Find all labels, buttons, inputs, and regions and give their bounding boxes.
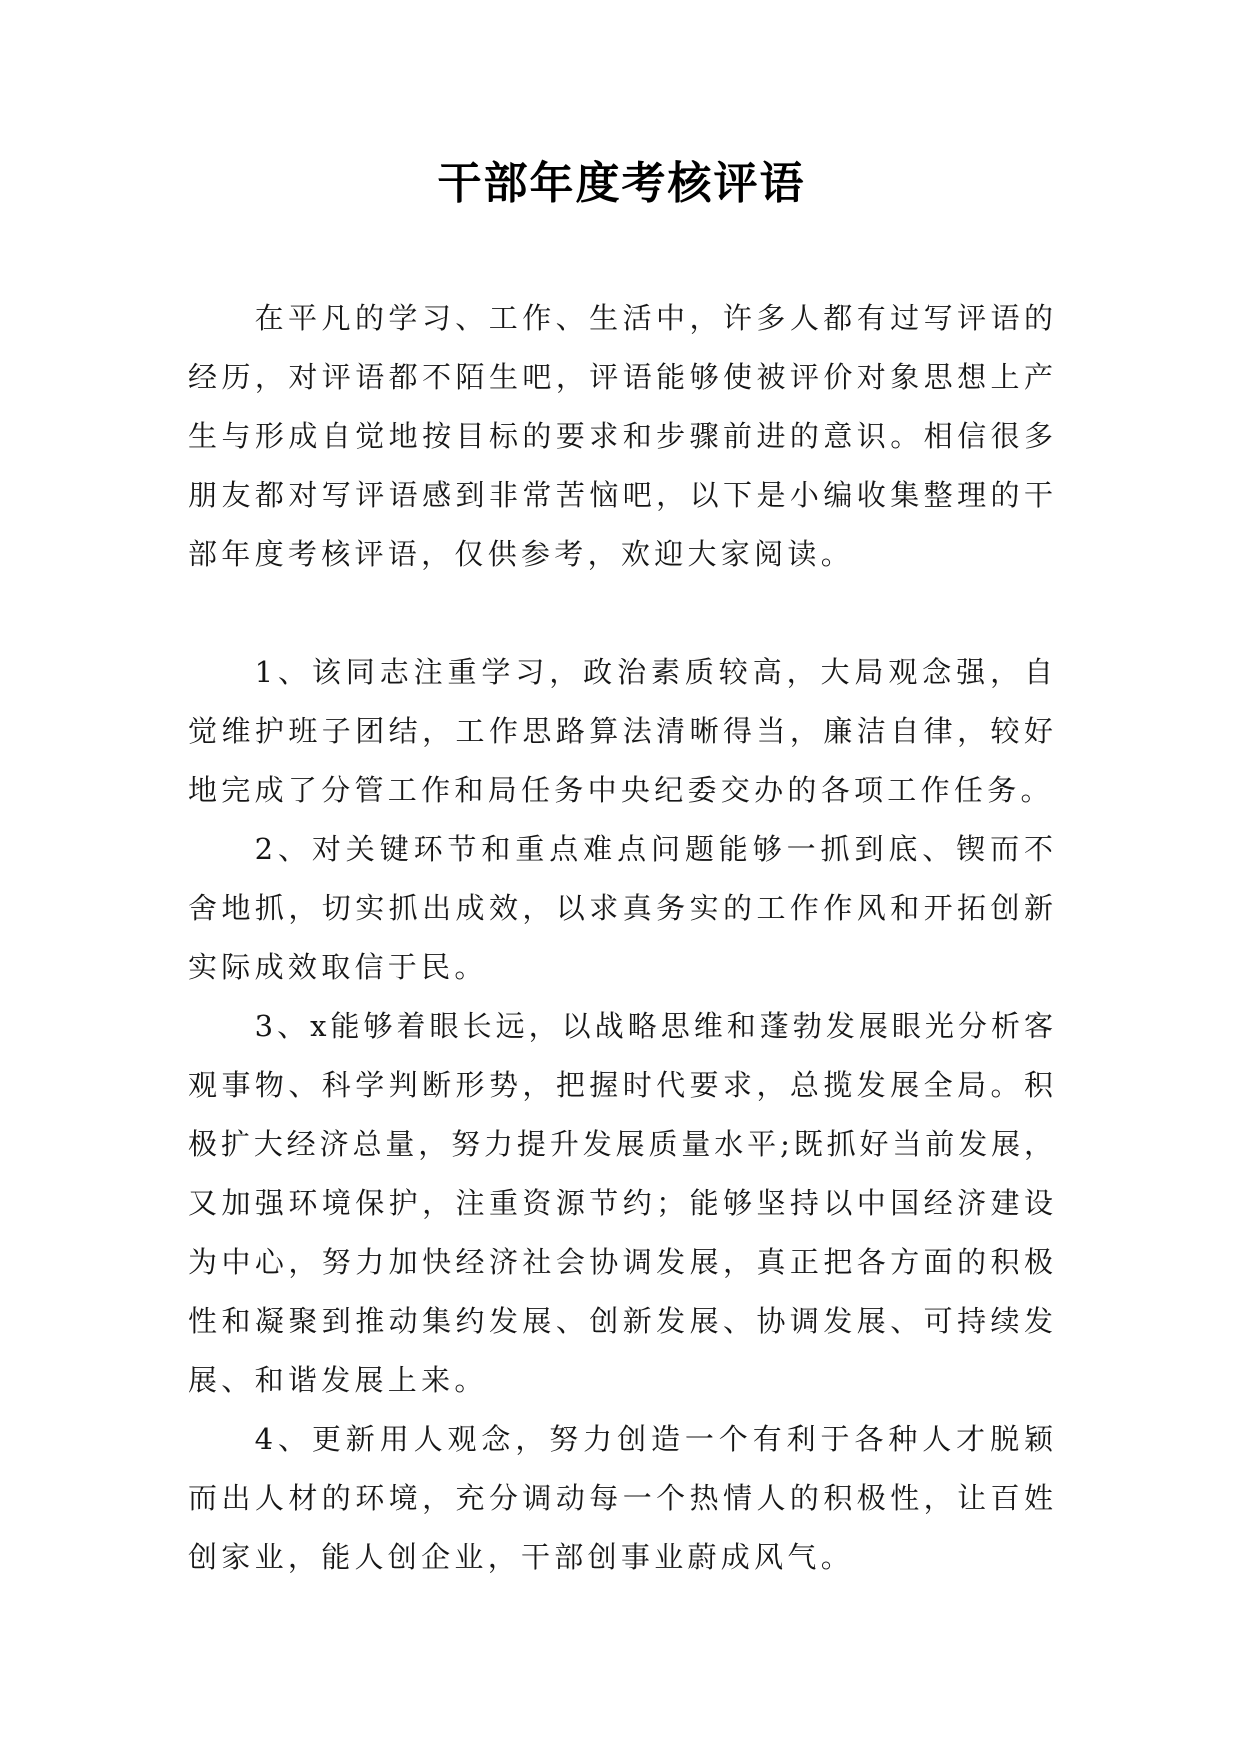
text-line: 2、对关键环节和重点难点问题能够一抓到底、锲而不 bbox=[254, 832, 1054, 866]
text-line: 极扩大经济总量，努力提升发展质量水平;既抓好当前发展， bbox=[188, 1127, 1054, 1161]
text-line: 部年度考核评语，仅供参考，欢迎大家阅读。 bbox=[188, 537, 855, 571]
comment-item-2 bbox=[188, 820, 1054, 997]
paragraph-spacer bbox=[188, 584, 1054, 643]
text-line: 生与形成自觉地按目标的要求和步骤前进的意识。相信很多 bbox=[188, 419, 1054, 453]
intro-paragraph bbox=[188, 289, 1054, 584]
text-line: 觉维护班子团结，工作思路算法清晰得当，廉洁自律，较好 bbox=[188, 714, 1054, 748]
text-line: 地完成了分管工作和局任务中央纪委交办的各项工作任务。 bbox=[188, 773, 1054, 807]
text-line: 观事物、科学判断形势，把握时代要求，总揽发展全局。积 bbox=[188, 1068, 1054, 1102]
text-line: 3、x能够着眼长远，以战略思维和蓬勃发展眼光分析客 bbox=[254, 1009, 1054, 1043]
text-line: 实际成效取信于民。 bbox=[188, 950, 488, 984]
text-line: 4、更新用人观念，努力创造一个有利于各种人才脱颖 bbox=[254, 1422, 1054, 1456]
comment-item-1 bbox=[188, 643, 1054, 820]
comment-item-3 bbox=[188, 997, 1054, 1410]
text-line: 创家业，能人创企业，干部创事业蔚成风气。 bbox=[188, 1540, 855, 1574]
text-line: 舍地抓，切实抓出成效，以求真务实的工作作风和开拓创新 bbox=[188, 891, 1054, 925]
text-line: 而出人材的环境，充分调动每一个热情人的积极性，让百姓 bbox=[188, 1481, 1054, 1515]
text-line: 朋友都对写评语感到非常苦恼吧，以下是小编收集整理的干 bbox=[188, 478, 1054, 512]
document-title: 干部年度考核评语 bbox=[437, 158, 806, 209]
text-line: 性和凝聚到推动集约发展、创新发展、协调发展、可持续发 bbox=[188, 1304, 1054, 1338]
text-line: 又加强环境保护，注重资源节约；能够坚持以中国经济建设 bbox=[188, 1186, 1054, 1220]
comment-item-4 bbox=[188, 1410, 1054, 1587]
text-line: 展、和谐发展上来。 bbox=[188, 1363, 488, 1397]
text-line: 为中心，努力加快经济社会协调发展，真正把各方面的积极 bbox=[188, 1245, 1054, 1279]
document-body bbox=[188, 289, 1054, 1587]
text-line: 经历，对评语都不陌生吧，评语能够使被评价对象思想上产 bbox=[188, 360, 1054, 394]
text-line: 1、该同志注重学习，政治素质较高，大局观念强，自 bbox=[254, 655, 1054, 689]
text-line: 在平凡的学习、工作、生活中，许多人都有过写评语的 bbox=[254, 301, 1054, 335]
